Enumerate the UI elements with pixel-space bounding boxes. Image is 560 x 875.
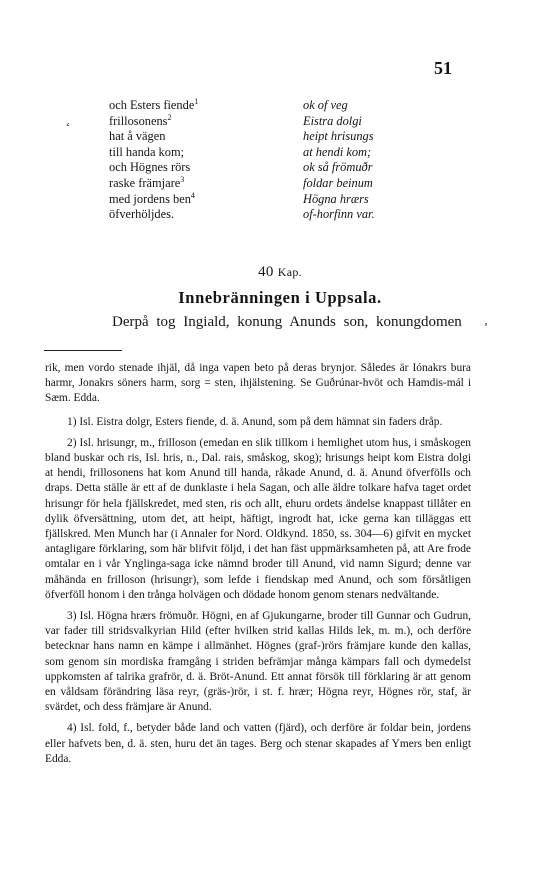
- verse-old-norse: [303, 98, 463, 223]
- verse-line: ok så frömuðr: [303, 160, 373, 175]
- verse-swedish: [109, 98, 289, 223]
- opening-line: Derpå tog Ingiald, konung Anunds son, konungdomen: [112, 314, 462, 330]
- verse-line: raske främjare$^3$: [109, 174, 185, 190]
- verse-line: med jordens ben$^4$: [109, 190, 195, 206]
- verse-line: Eistra dolgi: [303, 113, 362, 128]
- verse-line: Högna hrærs: [303, 191, 369, 206]
- footnote: 2) Isl. hrisungr, m., frilloson (emedan en slik tillkom i hemlighet utom hus, i småskogen bland buskar och ris, Isl. hris, n., Dal. rais, småskog, skog); hrisungs heipt kom Eistra dolgi at hendi, frillosonens hat kom Anund till handa, råkade Anund, d. ä. Anund öfverfölls och draps. Detta ställe är ett af de dunklaste i hela Sagan, och alle äldre tolkare hafva taget ordet hrisungr för hela fjällskredet, med sten, ris och allt, ehuru ordets ändelse knappast tillåter en dylik öfversättning, utom det, att heipt, häftigt, ingrodt hat, icke gerna kan tilläggas ett fjällskred. Men Munch har (i Annaler for Nord. Oldkynd. 1850, ss. 304—6) gifvit en mycket antagligare förklaring, som här blifvit följd, i det han fäst uppmärksamheten på, att Are frode omtalar en i vår Ynglinga-saga icke nämnd broder till Anund, vid namn Sigurd; denne var måhända en frilloson (hrisungr), som lefde i fiendskap med Anund, och som försåtligen öfverföll honom i den trånga holvägen och dödade honom genom stenars nedvältande.: [45, 436, 471, 601]
- footnote-divider: [44, 350, 122, 351]
- verse-line: ok of veg: [303, 98, 348, 112]
- verse-line: heipt hrisungs: [303, 129, 374, 144]
- verse-line: till handa kom;: [109, 144, 185, 159]
- footnote: 1) Isl. Eistra dolgr, Esters fiende, d. ä. Anund, som på dem hämnat sin faders dråp.: [67, 415, 443, 428]
- verse-line: at hendi kom;: [303, 144, 372, 159]
- verse-line: foldar beinum: [303, 175, 373, 190]
- margin-mark: ʻ: [66, 120, 70, 134]
- chapter-heading: [0, 264, 560, 281]
- chapter-number: 40: [258, 264, 274, 280]
- verse-line: och Högnes rörs: [109, 160, 191, 175]
- verse-line: of-horfinn var.: [303, 207, 375, 222]
- footnote: 3) Isl. Högna hrærs frömuðr. Högni, en af Gjukungarne, broder till Gunnar och Gudrun, var fader till stridsvalkyrian Hild (efter hvilken strid kallas Hilds lek, m. m.), och derföre betecknar hans namn en kämpe i allmänhet. Högnes (graf-)rörs främjare kunde den kallas, som genom sin mordiska framgång i striden befrämjar många kämpars fall och dymedelst uppkomsten af talrika grafrör, d. ä. Bröt-Anund. Ett annat försök till förklaring är att genom en våldsam förändring läsa reyr, (gräs-)rör, i st. f. hrær; Högna reyr, Högnes rör, staf, är svärdet, och dess främjare är Anund.: [45, 610, 471, 714]
- verse-line: hat å vägen: [109, 129, 166, 144]
- chapter-label: Kap.: [277, 265, 302, 279]
- verse-line: öfverhöljdes.: [109, 207, 175, 222]
- verse-line: och Esters fiende$^1$: [109, 97, 199, 112]
- footnote: 4) Isl. fold, f., betyder både land och vatten (fjärd), och derföre är foldar bein, jordens eller hafvets ben, d. ä. sten, huru det än tages. Berg och stenar skapades af Ymers ben enligt Edda.: [45, 722, 471, 765]
- footnotes: [45, 361, 471, 773]
- verse-line: frillosonens$^2$: [109, 112, 172, 128]
- page-number: 51: [434, 58, 452, 78]
- footnote-continuation: rik, men vordo stenade ihjäl, då inga vapen beto på deras brynjor. Således är Iónakrs bura harmr, Jonakrs söners harm, sorg = sten, ihjälstening. Se Guðrúnar-hvöt och Hamdis-mál i Sæm. Edda.: [45, 362, 471, 405]
- section-title: Innebränningen i Uppsala.: [178, 288, 382, 307]
- margin-mark: ʼ: [484, 320, 488, 334]
